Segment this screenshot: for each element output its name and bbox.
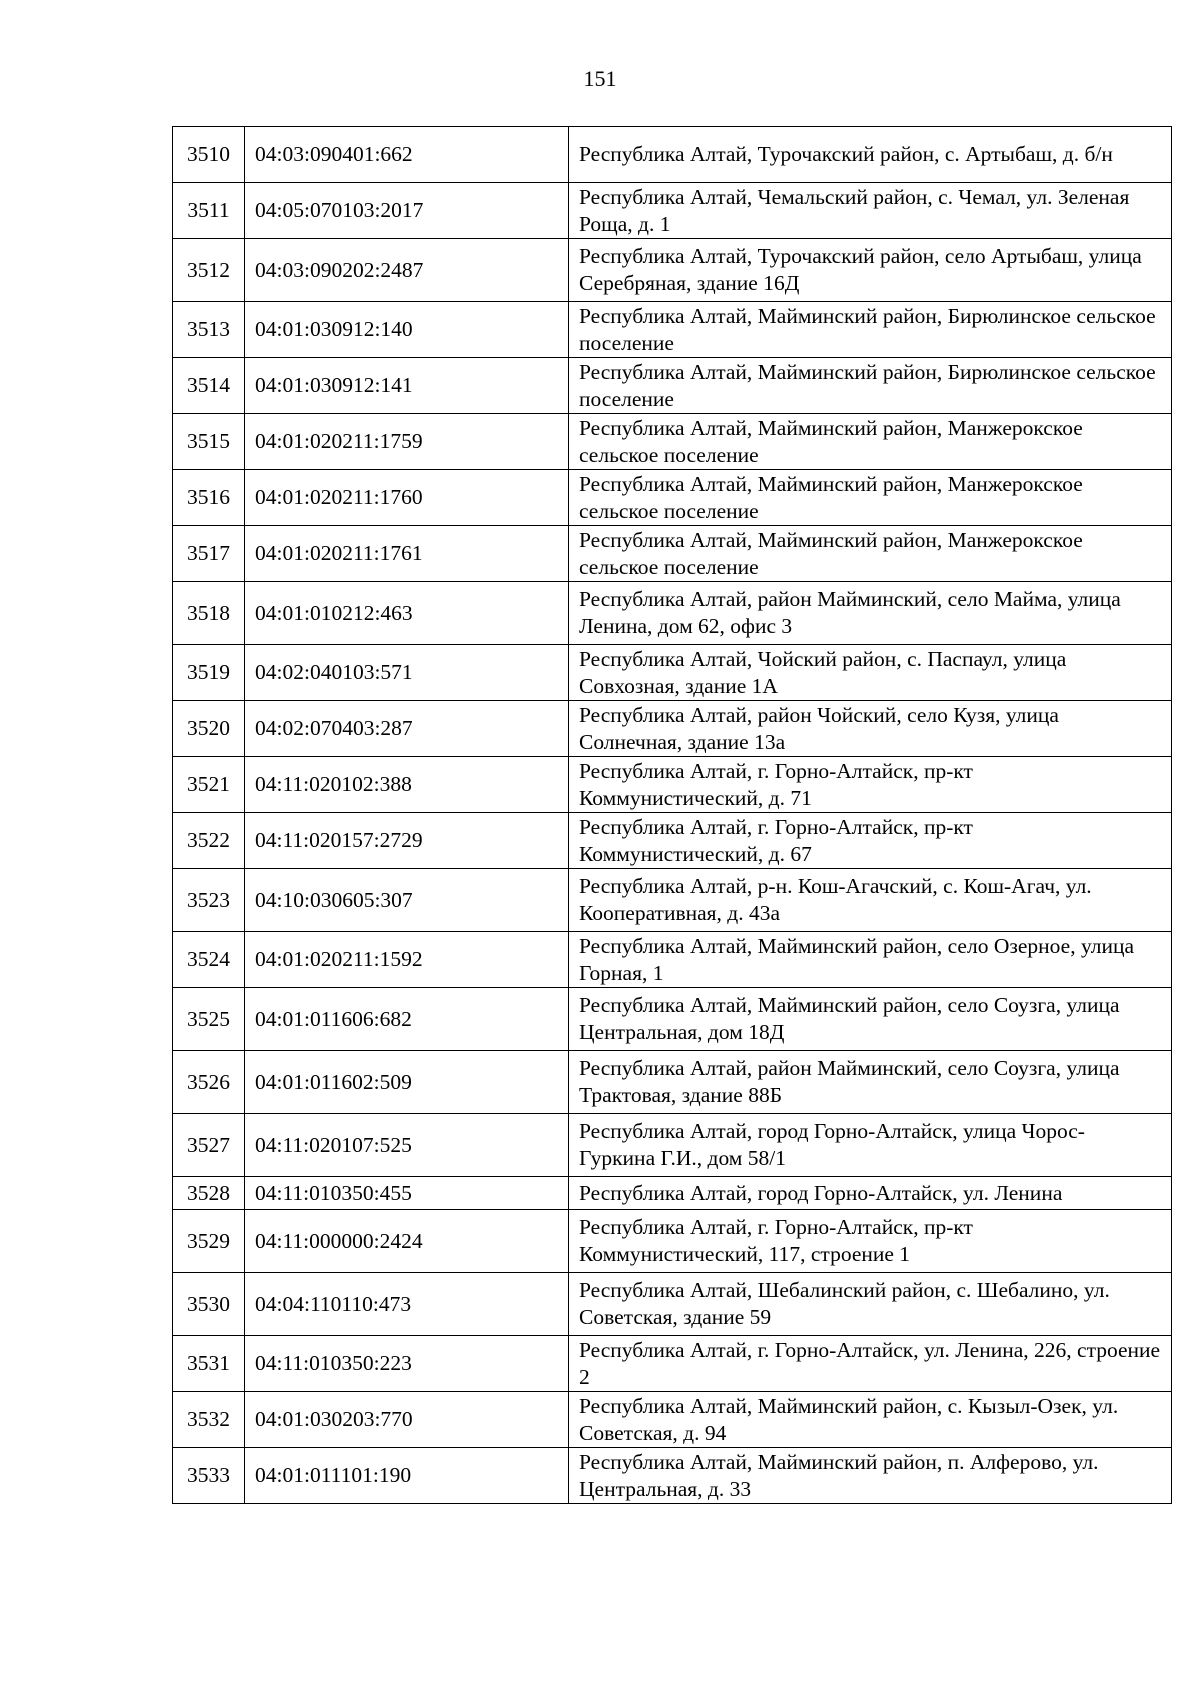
cadastral-number: 04:04:110110:473	[245, 1273, 569, 1336]
address: Республика Алтай, г. Горно-Алтайск, пр-кт Коммунистический, д. 67	[569, 813, 1172, 869]
table-row	[173, 1177, 1172, 1210]
table-row	[173, 582, 1172, 645]
address: Республика Алтай, район Майминский, село Майма, улица Ленина, дом 62, офис 3	[569, 582, 1172, 645]
row-number: 3511	[173, 183, 245, 239]
row-number: 3522	[173, 813, 245, 869]
table-row	[173, 239, 1172, 302]
table-row	[173, 932, 1172, 988]
table-row	[173, 127, 1172, 183]
cadastral-number: 04:03:090401:662	[245, 127, 569, 183]
table-row	[173, 869, 1172, 932]
row-number: 3532	[173, 1392, 245, 1448]
address: Республика Алтай, г. Горно-Алтайск, пр-кт Коммунистический, 117, строение 1	[569, 1210, 1172, 1273]
address: Республика Алтай, Турочакский район, село Артыбаш, улица Серебряная, здание 16Д	[569, 239, 1172, 302]
row-number: 3510	[173, 127, 245, 183]
row-number: 3529	[173, 1210, 245, 1273]
cadastral-number: 04:11:020102:388	[245, 757, 569, 813]
row-number: 3512	[173, 239, 245, 302]
address: Республика Алтай, г. Горно-Алтайск, ул. Ленина, 226, строение 2	[569, 1336, 1172, 1392]
table-row	[173, 183, 1172, 239]
table-row	[173, 358, 1172, 414]
cadastral-number: 04:10:030605:307	[245, 869, 569, 932]
cadastral-number: 04:01:010212:463	[245, 582, 569, 645]
cadastral-number: 04:11:010350:223	[245, 1336, 569, 1392]
address: Республика Алтай, Майминский район, Бирюлинское сельское поселение	[569, 358, 1172, 414]
address: Республика Алтай, Майминский район, Манжерокское сельское поселение	[569, 470, 1172, 526]
address: Республика Алтай, Майминский район, с. Кызыл-Озек, ул. Советская, д. 94	[569, 1392, 1172, 1448]
table-row	[173, 813, 1172, 869]
address: Республика Алтай, Майминский район, п. Алферово, ул. Центральная, д. 33	[569, 1448, 1172, 1504]
cadastral-number: 04:11:000000:2424	[245, 1210, 569, 1273]
row-number: 3523	[173, 869, 245, 932]
cadastral-number: 04:01:030912:140	[245, 302, 569, 358]
table-row	[173, 470, 1172, 526]
row-number: 3513	[173, 302, 245, 358]
registry-table	[172, 126, 1172, 1504]
row-number: 3519	[173, 645, 245, 701]
table-row	[173, 1273, 1172, 1336]
row-number: 3527	[173, 1114, 245, 1177]
table-row	[173, 701, 1172, 757]
address: Республика Алтай, район Чойский, село Кузя, улица Солнечная, здание 13а	[569, 701, 1172, 757]
table-row	[173, 1051, 1172, 1114]
table-row	[173, 302, 1172, 358]
cadastral-number: 04:01:020211:1760	[245, 470, 569, 526]
row-number: 3514	[173, 358, 245, 414]
table-row	[173, 645, 1172, 701]
row-number: 3518	[173, 582, 245, 645]
cadastral-number: 04:02:070403:287	[245, 701, 569, 757]
address: Республика Алтай, Турочакский район, с. Артыбаш, д. б/н	[569, 127, 1172, 183]
cadastral-number: 04:01:020211:1761	[245, 526, 569, 582]
address: Республика Алтай, город Горно-Алтайск, улица Чорос-Гуркина Г.И., дом 58/1	[569, 1114, 1172, 1177]
row-number: 3516	[173, 470, 245, 526]
address: Республика Алтай, Майминский район, Манжерокское сельское поселение	[569, 526, 1172, 582]
address: Республика Алтай, район Майминский, село Соузга, улица Трактовая, здание 88Б	[569, 1051, 1172, 1114]
table-row	[173, 1336, 1172, 1392]
cadastral-number: 04:01:030203:770	[245, 1392, 569, 1448]
row-number: 3528	[173, 1177, 245, 1210]
table-row	[173, 1448, 1172, 1504]
row-number: 3533	[173, 1448, 245, 1504]
cadastral-number: 04:01:011606:682	[245, 988, 569, 1051]
address: Республика Алтай, Майминский район, Бирюлинское сельское поселение	[569, 302, 1172, 358]
cadastral-number: 04:03:090202:2487	[245, 239, 569, 302]
cadastral-number: 04:11:010350:455	[245, 1177, 569, 1210]
row-number: 3517	[173, 526, 245, 582]
table-row	[173, 988, 1172, 1051]
table-row	[173, 1114, 1172, 1177]
cadastral-number: 04:05:070103:2017	[245, 183, 569, 239]
table-row	[173, 1210, 1172, 1273]
address: Республика Алтай, Майминский район, село Озерное, улица Горная, 1	[569, 932, 1172, 988]
row-number: 3515	[173, 414, 245, 470]
address: Республика Алтай, г. Горно-Алтайск, пр-кт Коммунистический, д. 71	[569, 757, 1172, 813]
cadastral-number: 04:02:040103:571	[245, 645, 569, 701]
cadastral-number: 04:11:020107:525	[245, 1114, 569, 1177]
cadastral-number: 04:01:030912:141	[245, 358, 569, 414]
cadastral-number: 04:01:020211:1759	[245, 414, 569, 470]
page-number: 151	[583, 66, 617, 91]
address: Республика Алтай, Майминский район, село Соузга, улица Центральная, дом 18Д	[569, 988, 1172, 1051]
cadastral-number: 04:01:020211:1592	[245, 932, 569, 988]
address: Республика Алтай, Чемальский район, с. Чемал, ул. Зеленая Роща, д. 1	[569, 183, 1172, 239]
cadastral-number: 04:11:020157:2729	[245, 813, 569, 869]
row-number: 3531	[173, 1336, 245, 1392]
cadastral-number: 04:01:011101:190	[245, 1448, 569, 1504]
address: Республика Алтай, Шебалинский район, с. Шебалино, ул. Советская, здание 59	[569, 1273, 1172, 1336]
address: Республика Алтай, Майминский район, Манжерокское сельское поселение	[569, 414, 1172, 470]
cadastral-number: 04:01:011602:509	[245, 1051, 569, 1114]
address: Республика Алтай, р-н. Кош-Агачский, с. Кош-Агач, ул. Кооперативная, д. 43а	[569, 869, 1172, 932]
row-number: 3525	[173, 988, 245, 1051]
row-number: 3530	[173, 1273, 245, 1336]
row-number: 3520	[173, 701, 245, 757]
address: Республика Алтай, Чойский район, с. Паспаул, улица Совхозная, здание 1А	[569, 645, 1172, 701]
row-number: 3524	[173, 932, 245, 988]
table-row	[173, 1392, 1172, 1448]
address: Республика Алтай, город Горно-Алтайск, ул. Ленина	[569, 1177, 1172, 1210]
registry-table-body	[173, 127, 1172, 1504]
row-number: 3521	[173, 757, 245, 813]
table-row	[173, 526, 1172, 582]
row-number: 3526	[173, 1051, 245, 1114]
table-row	[173, 757, 1172, 813]
table-row	[173, 414, 1172, 470]
